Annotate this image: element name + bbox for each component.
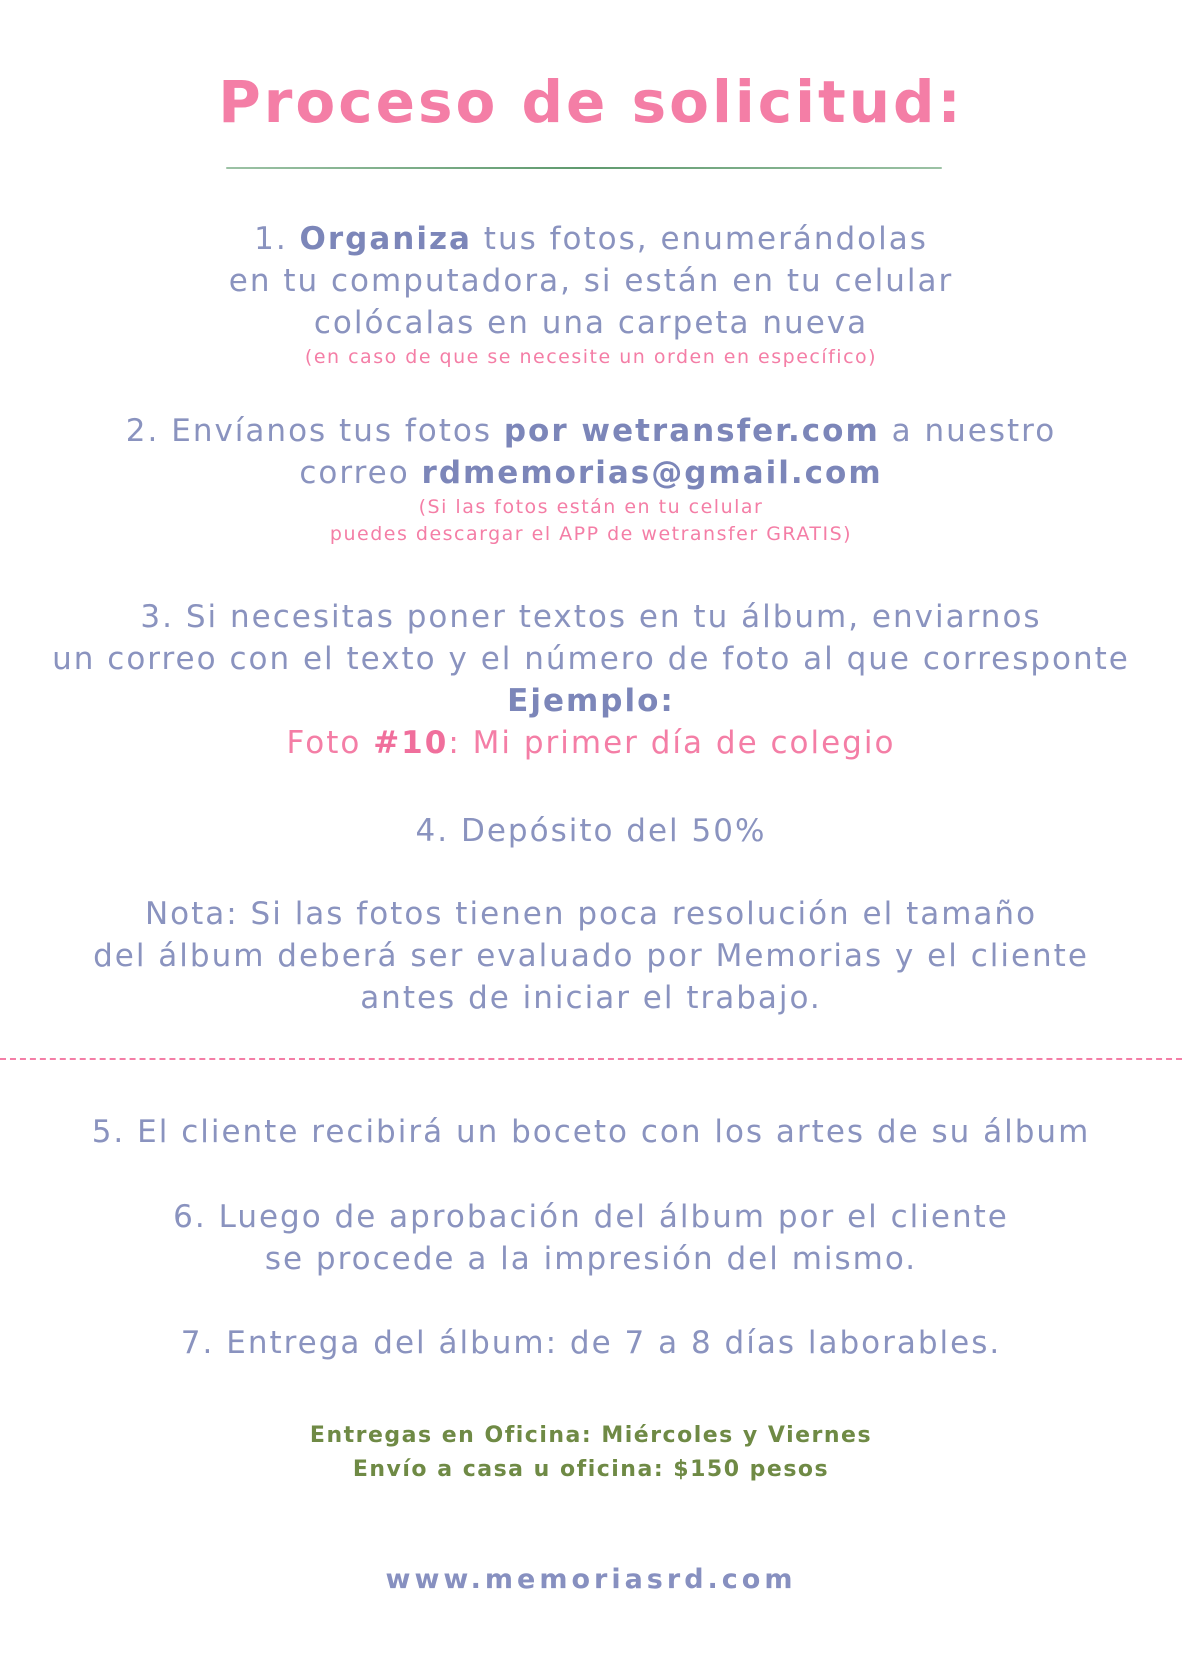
step-2-prefix: 2. Envíanos tus fotos (125, 413, 504, 449)
step-3-line-1: 3. Si necesitas poner textos en tu álbum, enviarnos (140, 599, 1042, 635)
step-1-keyword: Organiza (299, 221, 472, 257)
step-2-wetransfer: por wetransfer.com (503, 413, 880, 449)
step-3-example (0, 722, 1182, 764)
dashed-divider (0, 1058, 1182, 1060)
delivery-info (0, 1419, 1182, 1487)
step-2-line-2-prefix: correo (299, 455, 422, 491)
step-2-line-1-rest: a nuestro (879, 413, 1057, 449)
example-label: Ejemplo: (507, 683, 675, 719)
step-1-prefix: 1. (254, 221, 300, 257)
step-2 (0, 410, 1182, 548)
step-1 (0, 218, 1182, 371)
step-1-line-3: colócalas en una carpeta nueva (313, 305, 869, 341)
step-5 (0, 1111, 1182, 1153)
nota (0, 893, 1182, 1019)
step-3-example-label (0, 680, 1182, 722)
step-2-line-2 (0, 452, 1182, 494)
step-2-note-line-1: (Si las fotos están en tu celular (418, 496, 764, 518)
page-title: Proceso de solicitud: (218, 68, 964, 136)
step-6 (0, 1196, 1182, 1280)
website (0, 1564, 1182, 1595)
example-prefix: Foto (286, 725, 374, 761)
step-2-line-1 (0, 410, 1182, 452)
nota-line-3: antes de iniciar el trabajo. (360, 980, 822, 1016)
step-2-note-line-2: puedes descargar el APP de wetransfer GRATIS) (329, 523, 853, 545)
step-4 (0, 810, 1182, 852)
step-7-text: 7. Entrega del álbum: de 7 a 8 días laborables. (180, 1325, 1002, 1361)
step-3-line-2: un correo con el texto y el número de foto al que corresponte (52, 641, 1130, 677)
step-1-line-1 (0, 218, 1182, 260)
step-6-line-1: 6. Luego de aprobación del álbum por el cliente (173, 1199, 1009, 1235)
title-divider (226, 167, 942, 169)
website-url: www.memoriasrd.com (385, 1564, 797, 1595)
nota-line-2: del álbum deberá ser evaluado por Memorias y el cliente (93, 938, 1089, 974)
example-number: #10 (373, 725, 449, 761)
step-3 (0, 596, 1182, 764)
step-5-text: 5. El cliente recibirá un boceto con los artes de su álbum (91, 1114, 1091, 1150)
delivery-line-1: Entregas en Oficina: Miércoles y Viernes (309, 1423, 873, 1448)
step-6-line-2: se procede a la impresión del mismo. (264, 1241, 918, 1277)
step-1-line-2: en tu computadora, si están en tu celular (228, 263, 954, 299)
delivery-line-2: Envío a casa u oficina: $150 pesos (352, 1457, 830, 1482)
step-2-email: rdmemorias@gmail.com (421, 455, 883, 491)
step-7 (0, 1322, 1182, 1364)
step-4-text: 4. Depósito del 50% (415, 813, 767, 849)
step-1-note: (en caso de que se necesite un orden en específico) (304, 346, 878, 368)
nota-line-1: Nota: Si las fotos tienen poca resolución el tamaño (144, 896, 1038, 932)
example-text: : Mi primer día de colegio (448, 725, 896, 761)
step-1-line-1-rest: tus fotos, enumerándolas (471, 221, 928, 257)
